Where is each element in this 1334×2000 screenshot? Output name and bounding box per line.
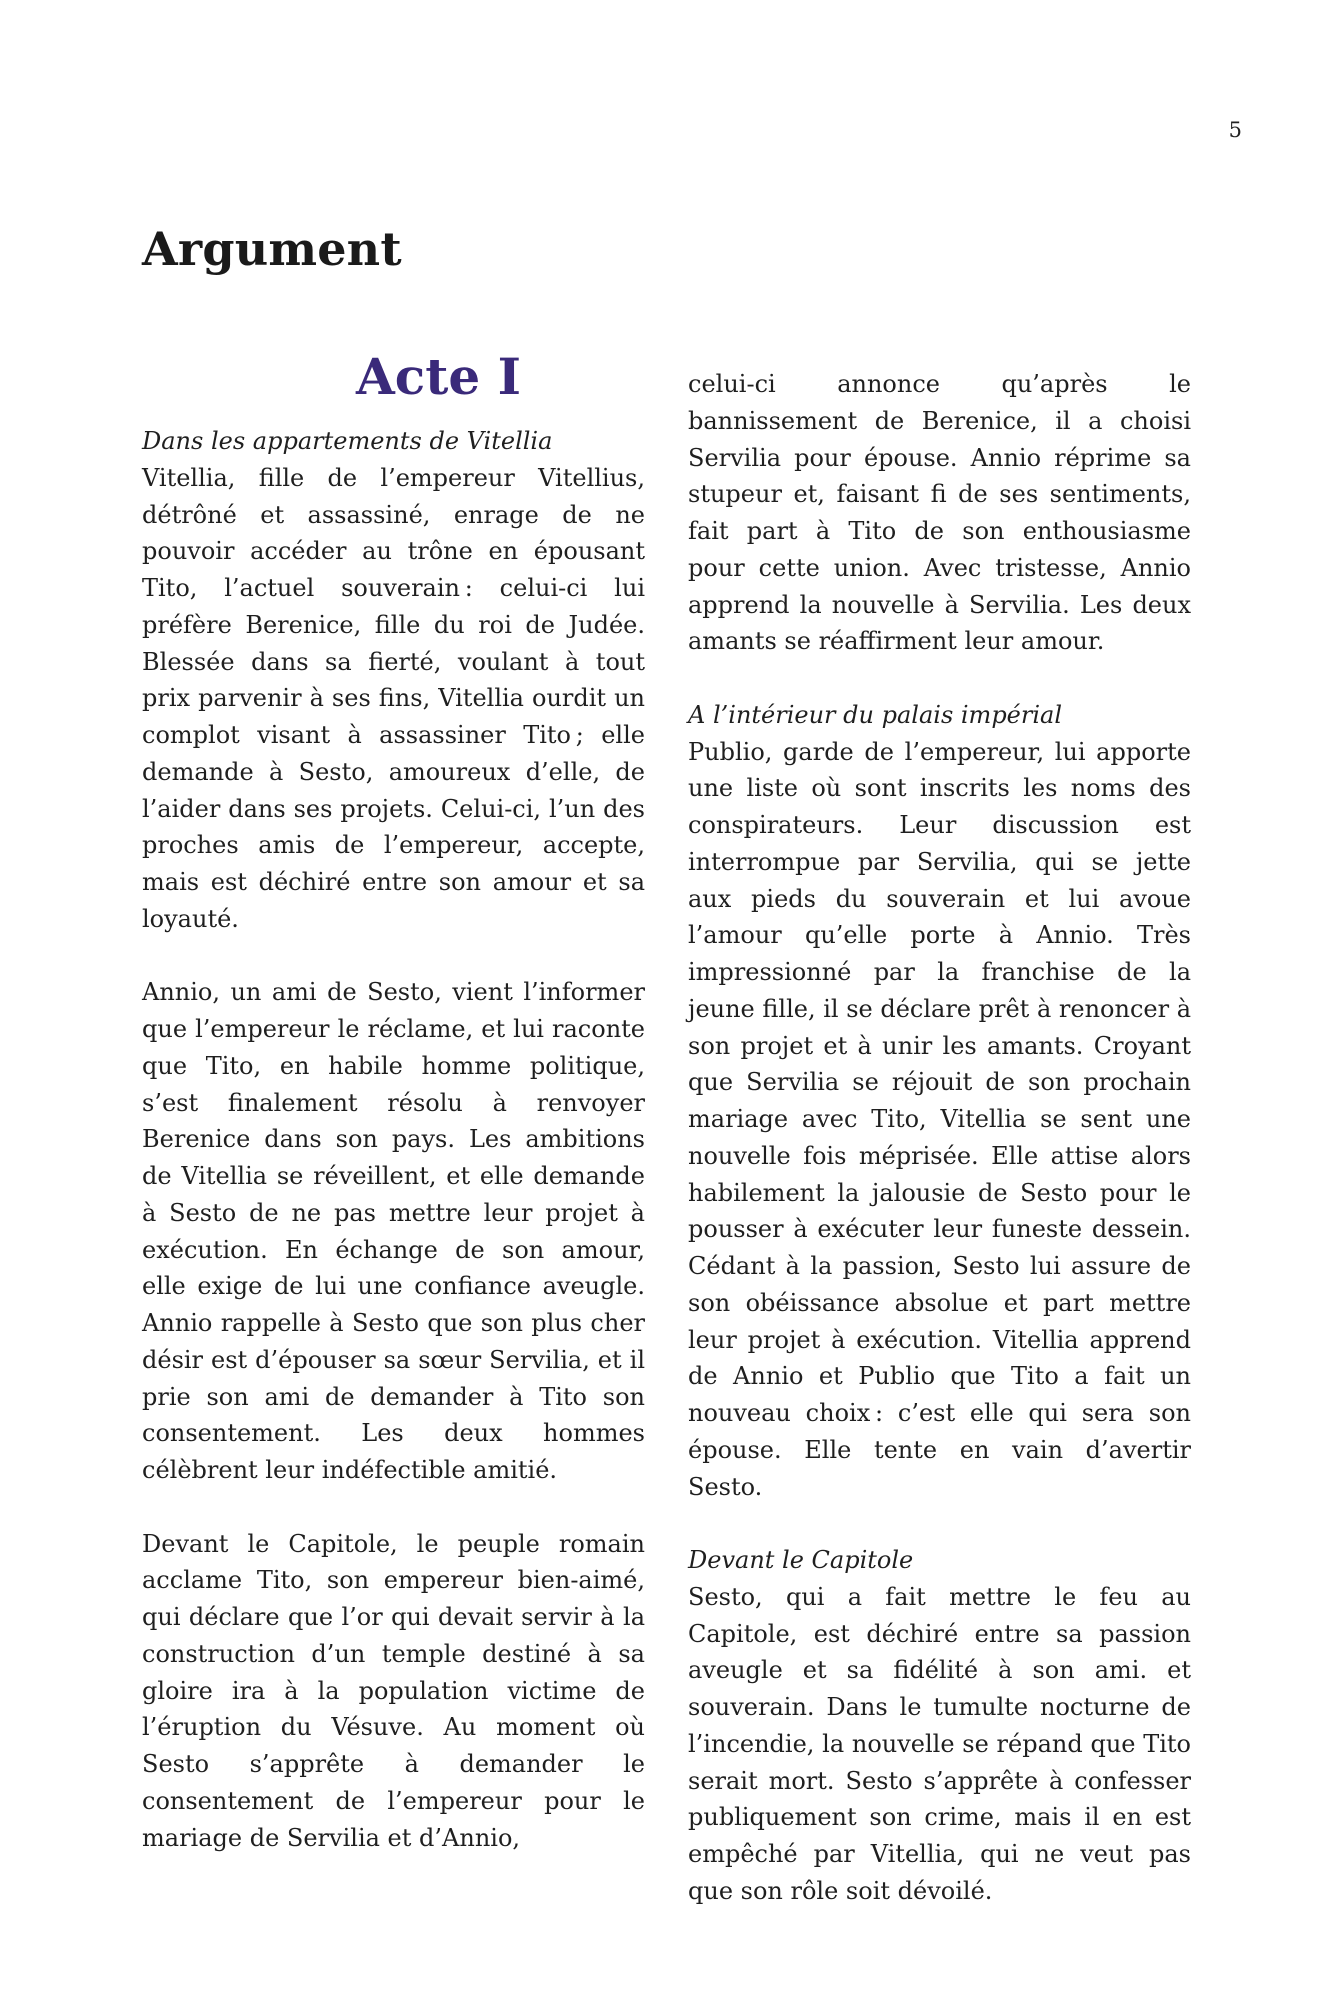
paragraph: Devant le Capitole, le peuple romain acclame Tito, son empereur bien-aimé, qui déclare que l’or qui devait servir à la construction d’un temple destiné à sa gloire ira à la population victime de l’éruption du Vésuve. Au moment où Sesto s’apprête à demander le consentement de l’empereur pour le mariage de Servilia et d’Annio,	[142, 1529, 645, 1852]
paragraph: celui-ci annonce qu’après le bannissement de Berenice, il a choisi Servilia pour épouse. Annio réprime sa stupeur et, faisant fi de ses sentiments, fait part à Tito de son enthousiasme pour cette union. Avec tristesse, Annio apprend la nouvelle à Servilia. Les deux amants se réaffirment leur amour.	[688, 370, 1191, 656]
act-title: Acte I	[356, 347, 521, 406]
paragraph: Sesto, qui a fait mettre le feu au Capitole, est déchiré entre sa passion aveugle et sa fidélité à son ami. et souverain. Dans le tumulte nocturne de l’incendie, la nouvelle se répand que Tito serait mort. Sesto s’apprête à confesser publiquement son crime, mais il en est empêché par Vitellia, qui ne veut pas que son rôle soit dévoilé.	[688, 1582, 1191, 1905]
scene-title: A l’intérieur du palais impérial	[688, 700, 1063, 729]
page-number: 5	[1228, 118, 1242, 142]
right-column	[688, 366, 1191, 1910]
left-column	[142, 343, 645, 1856]
scene-title: Dans les appartements de Vitellia	[142, 427, 553, 455]
paragraph: Vitellia, fille de l’empereur Vitellius, détrôné et assassiné, enrage de ne pouvoir accéder au trône en épousant Tito, l’actuel souverain : celui-ci lui préfère Berenice, fille du roi de Judée. Blessée dans sa fierté, voulant à tout prix parvenir à ses fins, Vitellia ourdit un complot visant à assassiner Tito ; elle demande à Sesto, amoureux d’elle, de l’aider dans ses projets. Celui-ci, l’un des proches amis de l’empereur, accepte, mais est déchiré entre son amour et sa loyauté.	[142, 463, 645, 933]
scene-title: Devant le Capitole	[688, 1546, 914, 1574]
paragraph: Annio, un ami de Sesto, vient l’informer que l’empereur le réclame, et lui raconte que Tito, en habile homme politique, s’est finalement résolu à renvoyer Berenice dans son pays. Les ambitions de Vitellia se réveillent, et elle demande à Sesto de ne pas mettre leur projet à exécution. En échange de son amour, elle exige de lui une confiance aveugle. Annio rappelle à Sesto que son plus cher désir est d’épouser sa sœur Servilia, et il prie son ami de demander à Tito son consentement. Les deux hommes célèbrent leur indéfectible amitié.	[142, 978, 645, 1484]
page-heading: Argument	[142, 222, 402, 276]
paragraph: Publio, garde de l’empereur, lui apporte une liste où sont inscrits les noms des conspirateurs. Leur discussion est interrompue par Servilia, qui se jette aux pieds du souverain et lui avoue l’amour qu’elle porte à Annio. Très impressionné par la franchise de la jeune fille, il se déclare prêt à renoncer à son projet et à unir les amants. Croyant que Servilia se réjouit de son prochain mariage avec Tito, Vitellia se sent une nouvelle fois méprisée. Elle attise alors habilement la jalousie de Sesto pour le pousser à exécuter leur funeste dessein. Cédant à la passion, Sesto lui assure de son obéissance absolue et part mettre leur projet à exécution. Vitellia apprend de Annio et Publio que Tito a fait un nouveau choix : c’est elle qui sera son épouse. Elle tente en vain d’avertir Sesto.	[688, 737, 1191, 1501]
